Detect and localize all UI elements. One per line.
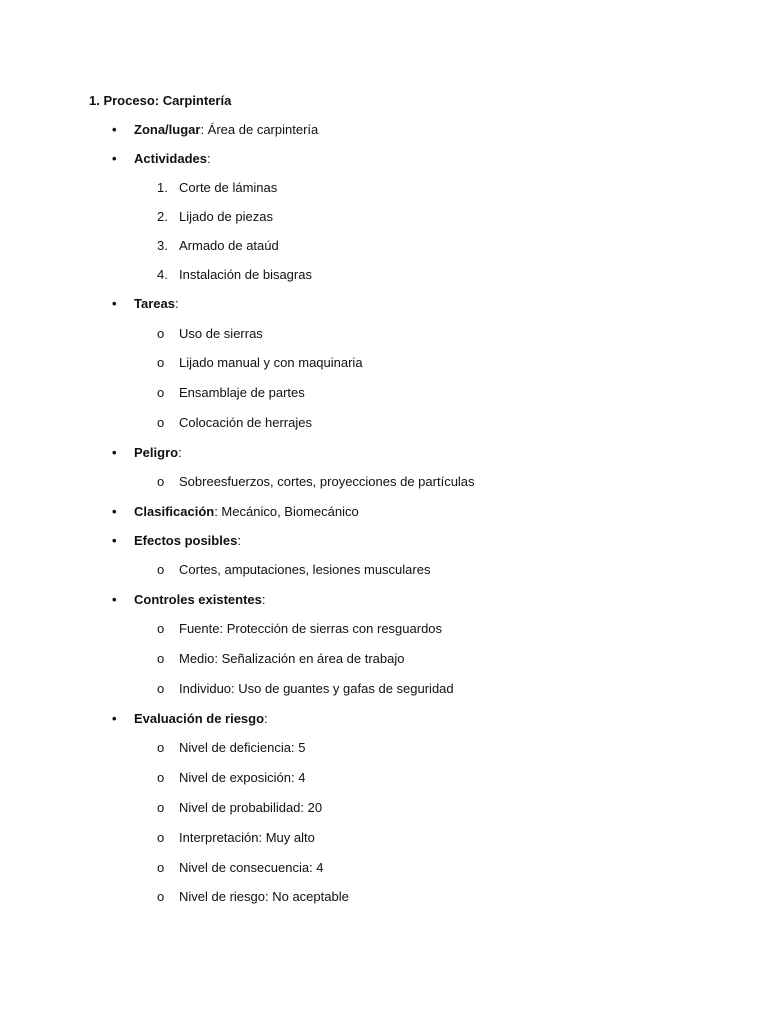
sub-bullet-icon: o — [157, 770, 165, 785]
actividades-label: Actividades — [134, 151, 207, 166]
bullet-icon: • — [112, 504, 117, 519]
evaluacion-label: Evaluación de riesgo — [134, 711, 265, 726]
sub-bullet-icon: o — [157, 326, 165, 341]
bullet-icon: • — [112, 122, 117, 137]
list-item: Nivel de exposición: 4 — [179, 770, 306, 785]
page-heading: 1. Proceso: Carpintería — [89, 93, 232, 108]
clasificacion-item — [134, 504, 359, 520]
zona-label: Zona/lugar — [134, 122, 201, 137]
sub-bullet-icon: o — [157, 651, 165, 666]
efectos-item — [134, 533, 241, 549]
bullet-icon: • — [112, 533, 117, 548]
list-item: Nivel de riesgo: No aceptable — [179, 889, 349, 904]
efectos-suffix: : — [237, 533, 241, 548]
sub-bullet-icon: o — [157, 415, 165, 430]
list-item: Individuo: Uso de guantes y gafas de seguridad — [179, 681, 454, 696]
list-item: Nivel de deficiencia: 5 — [179, 740, 306, 755]
list-item: Lijado de piezas — [179, 209, 273, 224]
sub-bullet-icon: o — [157, 562, 165, 577]
sub-bullet-icon: o — [157, 800, 165, 815]
list-item: Colocación de herrajes — [179, 415, 312, 430]
list-item: Corte de láminas — [179, 180, 278, 195]
bullet-icon: • — [112, 296, 117, 311]
list-item: Nivel de consecuencia: 4 — [179, 860, 324, 875]
list-item: Interpretación: Muy alto — [179, 830, 315, 845]
list-item: Uso de sierras — [179, 326, 263, 341]
list-item: Cortes, amputaciones, lesiones musculares — [179, 562, 431, 577]
list-item: Ensamblaje de partes — [179, 385, 305, 400]
sub-bullet-icon: o — [157, 740, 165, 755]
list-number: 3. — [157, 238, 168, 253]
sub-bullet-icon: o — [157, 621, 165, 636]
bullet-icon: • — [112, 592, 117, 607]
efectos-label: Efectos posibles — [134, 533, 238, 548]
list-item: Armado de ataúd — [179, 238, 279, 253]
controles-label: Controles existentes — [134, 592, 262, 607]
evaluacion-item — [134, 711, 268, 727]
list-item: Lijado manual y con maquinaria — [179, 355, 363, 370]
list-number: 4. — [157, 267, 168, 282]
bullet-icon: • — [112, 711, 117, 726]
zona-item — [134, 122, 318, 138]
bullet-icon: • — [112, 445, 117, 460]
evaluacion-suffix: : — [264, 711, 268, 726]
tareas-item — [134, 296, 179, 312]
list-item: Fuente: Protección de sierras con resguardos — [179, 621, 443, 636]
peligro-item — [134, 445, 182, 461]
list-number: 1. — [157, 180, 168, 195]
sub-bullet-icon: o — [157, 889, 165, 904]
list-item: Medio: Señalización en área de trabajo — [179, 651, 405, 666]
controles-item — [134, 592, 266, 608]
tareas-suffix: : — [174, 296, 179, 311]
peligro-suffix: : — [178, 445, 182, 460]
actividades-suffix: : — [206, 151, 211, 166]
list-number: 2. — [157, 209, 168, 224]
list-item: Sobreesfuerzos, cortes, proyecciones de partículas — [179, 474, 475, 489]
sub-bullet-icon: o — [157, 355, 165, 370]
bullet-icon: • — [112, 151, 117, 166]
actividades-item — [134, 151, 211, 167]
sub-bullet-icon: o — [157, 830, 165, 845]
controles-suffix: : — [261, 592, 266, 607]
sub-bullet-icon: o — [157, 385, 165, 400]
sub-bullet-icon: o — [157, 860, 165, 875]
sub-bullet-icon: o — [157, 681, 165, 696]
tareas-label: Tareas — [134, 296, 175, 311]
list-item: Instalación de bisagras — [179, 267, 312, 282]
clasificacion-label: Clasificación — [134, 504, 215, 519]
zona-value: : Área de carpintería — [200, 122, 319, 137]
list-item: Nivel de probabilidad: 20 — [179, 800, 323, 815]
clasificacion-value: : Mecánico, Biomecánico — [214, 504, 359, 519]
peligro-label: Peligro — [134, 445, 179, 460]
sub-bullet-icon: o — [157, 474, 165, 489]
